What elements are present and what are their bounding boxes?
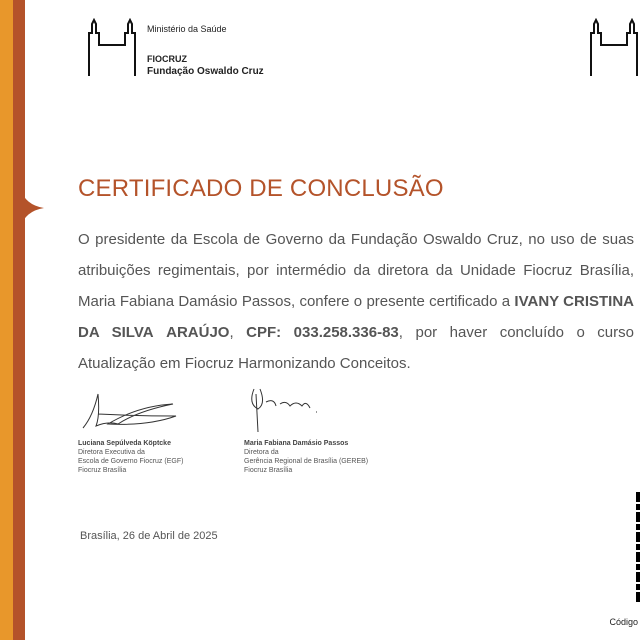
recipient-name: IVANY CRISTINA DA SILVA <box>78 293 635 341</box>
signer-role: Diretora da <box>244 449 279 456</box>
signer-name: Luciana Sepúlveda Köptcke <box>78 440 171 447</box>
brown-stripe <box>13 0 25 640</box>
signer-role: Escola de Governo Fiocruz (EGF) <box>78 458 184 465</box>
signer-role: Diretora Executiva da <box>78 449 145 456</box>
orange-stripe <box>0 0 13 640</box>
body-line-5: Harmonizando Conceitos. <box>238 355 411 372</box>
org-short: FIOCRUZ <box>147 54 187 64</box>
body-text: , <box>229 324 247 341</box>
code-label: Código <box>609 617 638 627</box>
org-full: Fundação Oswaldo Cruz <box>147 66 264 77</box>
signer-name: Maria Fabiana Damásio Passos <box>244 440 349 447</box>
certificate-body <box>78 224 634 379</box>
signer-role: Fiocruz Brasília <box>78 467 127 474</box>
signer-role: Fiocruz Brasília <box>244 467 293 474</box>
ministry-label: Ministério da Saúde <box>147 24 227 34</box>
signature-block-2 <box>244 439 368 475</box>
fiocruz-logo-icon <box>86 18 138 76</box>
signature-2-image <box>246 384 326 434</box>
issue-date: Brasília, 26 de Abril de 2025 <box>80 530 218 542</box>
fiocruz-logo-icon-right <box>588 18 640 76</box>
recipient-name-cont: ARAÚJO <box>166 324 230 341</box>
qr-code <box>636 492 640 602</box>
body-line-3: Fabiana Damásio Passos, confere o presente certificado a <box>119 293 515 310</box>
body-line-1: O presidente da Escola de Governo da Fundação Oswaldo Cruz, no uso de suas <box>78 231 634 248</box>
signature-1-image <box>78 386 178 436</box>
body-line-4: , por haver concluído o curso Atualização em Fiocruz <box>78 324 634 372</box>
certificate-title: CERTIFICADO DE CONCLUSÃO <box>78 175 444 202</box>
decorative-notch <box>20 188 46 228</box>
signer-role: Gerência Regional de Brasília (GEREB) <box>244 458 369 465</box>
recipient-cpf: CPF: 033.258.336-83 <box>246 324 399 341</box>
signature-block-1 <box>78 439 183 475</box>
body-line-2: atribuições regimentais, por intermédio da diretora da Unidade Fiocruz Brasília, Maria <box>78 262 634 310</box>
